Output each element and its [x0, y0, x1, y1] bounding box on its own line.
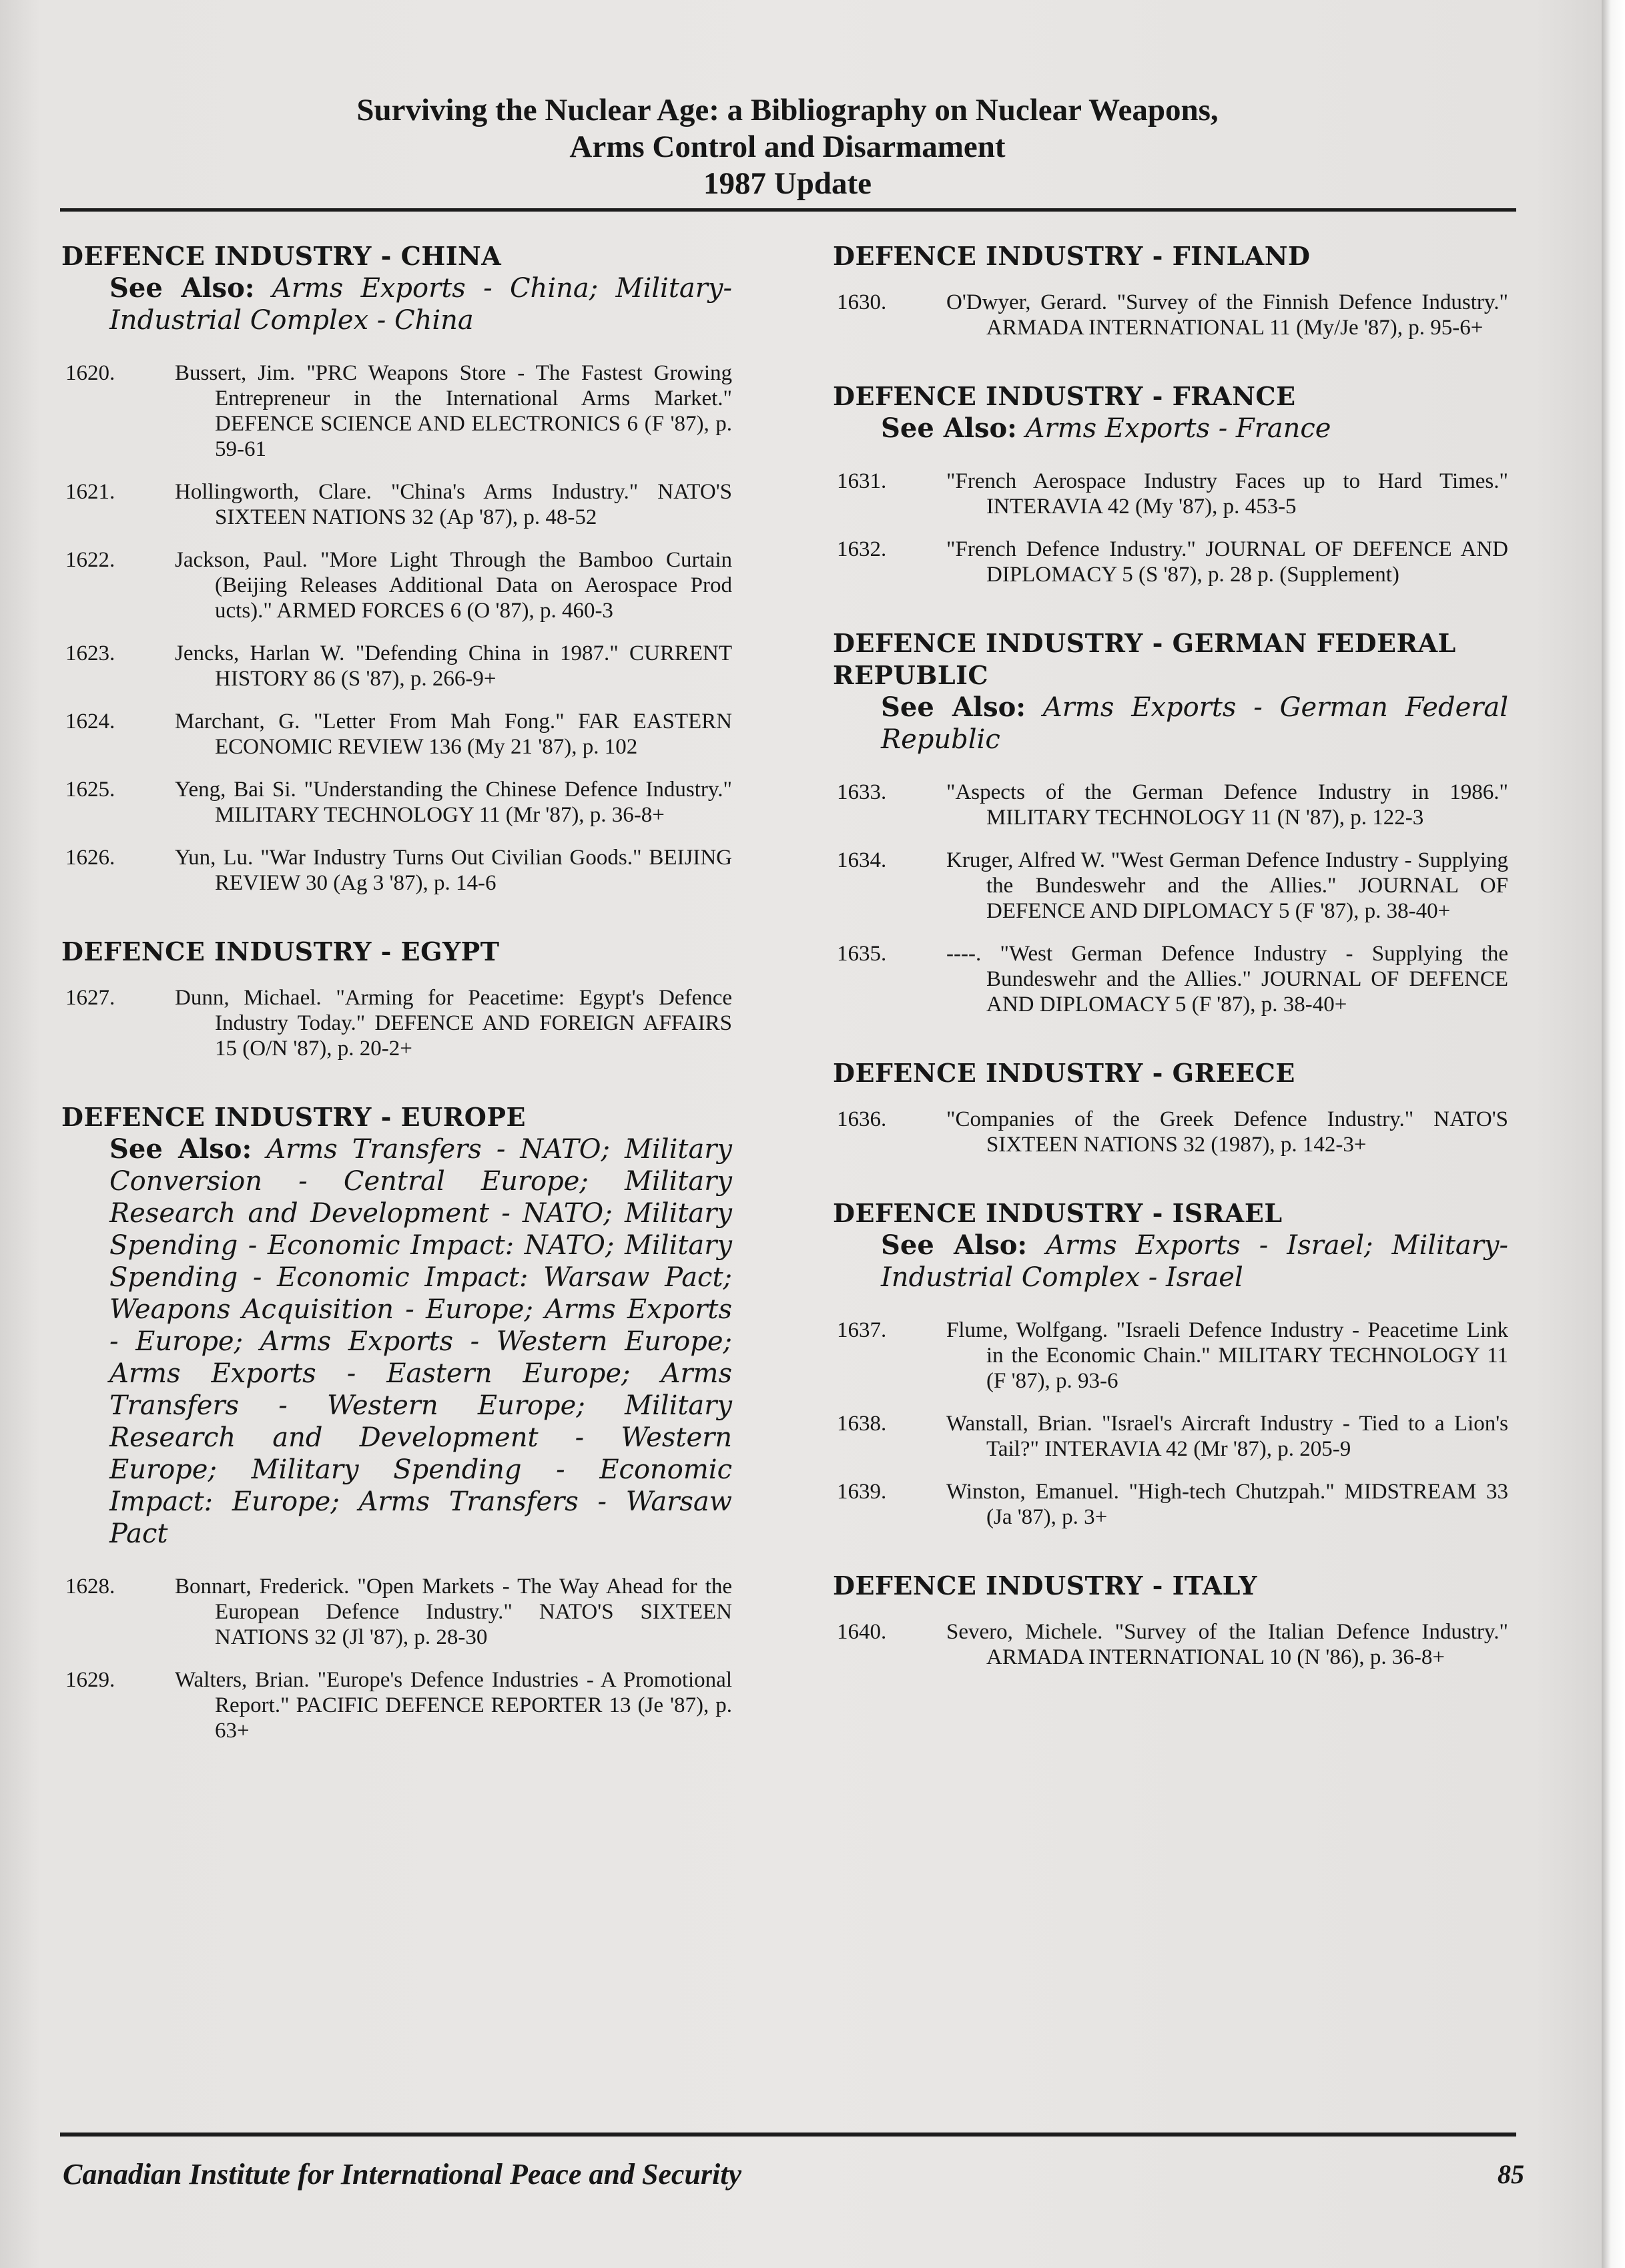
see-also-topics: Arms Transfers - NATO; Military Conversion - Central Europe; Military Research and Development - NATO; Military Spending - Economic Impact: NATO; Military Spending - Economic Impact: Warsaw Pact; Weapons Acquisition - Europe; Arms Exports - Europe; Arms Exports - Western Europe; Arms Exports - Eastern Europe; Arms Transfers - Western Europe; Military Research and Development - Western Europe; Military Spending - Economic Impact: Europe; Arms Transfers - Warsaw Pact: [109, 1134, 733, 1549]
entry-number: 1629.: [65, 1668, 115, 1692]
entry-citation: O'Dwyer, Gerard. "Survey of the Finnish Defence Industry." ARMADA INTERNATIONAL 11 (My/Je '87), p. 95-6+: [946, 290, 1508, 340]
section-title-egypt: DEFENCE INDUSTRY - EGYPT: [61, 936, 500, 966]
entry-number: 1623.: [65, 641, 115, 665]
entry-1632: [833, 537, 1508, 587]
entry-number: 1638.: [837, 1412, 887, 1436]
entry-1639: [833, 1479, 1508, 1530]
entry-1622: [61, 547, 732, 623]
entry-1630: [833, 290, 1508, 340]
section-title-europe: DEFENCE INDUSTRY - EUROPE: [61, 1102, 526, 1132]
entry-citation: Marchant, G. "Letter From Mah Fong." FAR EASTERN ECONOMIC REVIEW 136 (My 21 '87), p. 102: [175, 710, 732, 759]
see-also-topics: Arms Exports - Israel; Military-Industrial Complex - Israel: [881, 1230, 1509, 1293]
header-line-3: 1987 Update: [703, 166, 872, 201]
entry-citation: "French Aerospace Industry Faces up to Hard Times." INTERAVIA 42 (My '87), p. 453-5: [946, 469, 1508, 519]
entry-1637: [833, 1318, 1508, 1394]
page-header: [60, 92, 1515, 202]
see-also-label: See Also:: [881, 412, 1017, 444]
entry-citation: Yeng, Bai Si. "Understanding the Chinese Defence Industry." MILITARY TECHNOLOGY 11 (Mr '87), p. 36-8+: [175, 778, 732, 827]
entry-number: 1622.: [65, 548, 115, 572]
entry-number: 1624.: [65, 710, 115, 734]
entry-citation: Dunn, Michael. "Arming for Peacetime: Egypt's Defence Industry Today." DEFENCE AND FOREIGN AFFAIRS 15 (O/N '87), p. 20-2+: [175, 986, 732, 1061]
entry-1631: [833, 469, 1508, 519]
entry-1626: [61, 845, 732, 896]
see-also-topics: Arms Exports - German Federal Republic: [881, 692, 1509, 755]
section-title-italy: DEFENCE INDUSTRY - ITALY: [833, 1571, 1257, 1601]
entry-citation: Jackson, Paul. "More Light Through the Bamboo Curtain (Beijing Releases Additional Data on Aerospace Prod ucts)." ARMED FORCES 6 (O '87), p. 460-3: [175, 548, 732, 623]
entry-citation: ----. "West German Defence Industry - Supplying the Bundeswehr and the Allies." JOURNAL OF DEFENCE AND DIPLOMACY 5 (F '87), p. 38-40+: [946, 942, 1508, 1017]
see-also-germany: [881, 691, 1508, 756]
right-column: [833, 240, 1508, 1670]
header-line-1: Surviving the Nuclear Age: a Bibliography on Nuclear Weapons,: [356, 93, 1219, 127]
entry-number: 1637.: [837, 1318, 887, 1342]
see-also-label: See Also:: [109, 1133, 252, 1165]
entry-citation: Flume, Wolfgang. "Israeli Defence Industry - Peacetime Link in the Economic Chain." MILITARY TECHNOLOGY 11 (F '87), p. 93-6: [946, 1318, 1508, 1393]
section-title-finland: DEFENCE INDUSTRY - FINLAND: [833, 241, 1311, 271]
entry-citation: "Aspects of the German Defence Industry in 1986." MILITARY TECHNOLOGY 11 (N '87), p. 122-3: [946, 780, 1508, 830]
entry-number: 1626.: [65, 846, 115, 870]
header-line-2: Arms Control and Disarmament: [569, 129, 1006, 164]
see-also-label: See Also:: [881, 1229, 1028, 1261]
page-number: 85: [1498, 2159, 1524, 2189]
entry-number: 1640.: [837, 1620, 887, 1644]
entry-1624: [61, 709, 732, 760]
footer-rule: [60, 2133, 1516, 2137]
left-column: [61, 240, 732, 1743]
entry-1628: [61, 1574, 732, 1650]
section-title-china: DEFENCE INDUSTRY - CHINA: [61, 241, 502, 271]
section-title-france: DEFENCE INDUSTRY - FRANCE: [833, 381, 1296, 411]
entry-1635: [833, 941, 1508, 1017]
entry-citation: Winston, Emanuel. "High-tech Chutzpah." MIDSTREAM 33 (Ja '87), p. 3+: [946, 1480, 1508, 1529]
entry-number: 1636.: [837, 1107, 887, 1131]
entry-number: 1621.: [65, 480, 115, 504]
entry-1636: [833, 1107, 1508, 1157]
entry-number: 1633.: [837, 780, 887, 804]
entry-1623: [61, 641, 732, 691]
see-also-label: See Also:: [881, 691, 1026, 723]
entry-citation: Kruger, Alfred W. "West German Defence Industry - Supplying the Bundeswehr and the Allies." JOURNAL OF DEFENCE AND DIPLOMACY 5 (F '87), p. 38-40+: [946, 848, 1508, 923]
entry-citation: "French Defence Industry." JOURNAL OF DEFENCE AND DIPLOMACY 5 (S '87), p. 28 p. (Supplement): [946, 537, 1508, 587]
section-title-israel: DEFENCE INDUSTRY - ISRAEL: [833, 1198, 1283, 1228]
entry-1629: [61, 1667, 732, 1743]
footer-institute: Canadian Institute for International Peace and Security: [63, 2158, 742, 2191]
entry-1625: [61, 777, 732, 828]
entry-1627: [61, 985, 732, 1061]
entry-number: 1627.: [65, 986, 115, 1010]
entry-number: 1620.: [65, 361, 115, 385]
entry-citation: Bussert, Jim. "PRC Weapons Store - The Fastest Growing Entrepreneur in the International Arms Market." DEFENCE SCIENCE AND ELECTRONICS 6 (F '87), p. 59-61: [175, 361, 732, 461]
entry-number: 1632.: [837, 537, 887, 561]
see-also-topics: Arms Exports - France: [1025, 413, 1331, 444]
entry-number: 1631.: [837, 469, 887, 493]
entry-number: 1628.: [65, 1575, 115, 1599]
entry-citation: Walters, Brian. "Europe's Defence Industries - A Promotional Report." PACIFIC DEFENCE REPORTER 13 (Je '87), p. 63+: [175, 1668, 732, 1743]
entry-number: 1639.: [837, 1480, 887, 1504]
entry-number: 1635.: [837, 942, 887, 966]
entry-citation: Jencks, Harlan W. "Defending China in 1987." CURRENT HISTORY 86 (S '87), p. 266-9+: [175, 641, 732, 691]
entry-citation: Wanstall, Brian. "Israel's Aircraft Industry - Tied to a Lion's Tail?" INTERAVIA 42 (Mr '87), p. 205-9: [946, 1412, 1508, 1461]
entry-citation: Severo, Michele. "Survey of the Italian Defence Industry." ARMADA INTERNATIONAL 10 (N '86), p. 36-8+: [946, 1620, 1508, 1669]
entry-citation: "Companies of the Greek Defence Industry." NATO'S SIXTEEN NATIONS 32 (1987), p. 142-3+: [946, 1107, 1508, 1157]
entry-number: 1625.: [65, 778, 115, 802]
page-edge: [1602, 0, 1625, 2268]
entry-citation: Hollingworth, Clare. "China's Arms Industry." NATO'S SIXTEEN NATIONS 32 (Ap '87), p. 48-52: [175, 480, 732, 529]
entry-1638: [833, 1411, 1508, 1462]
see-also-israel: [881, 1229, 1508, 1294]
see-also-label: See Also:: [109, 272, 255, 304]
section-title-greece: DEFENCE INDUSTRY - GREECE: [833, 1058, 1295, 1088]
see-also-france: [881, 412, 1508, 445]
header-rule: [60, 208, 1516, 212]
entry-1634: [833, 848, 1508, 924]
entry-number: 1630.: [837, 290, 887, 314]
entry-1621: [61, 479, 732, 530]
see-also-china: [109, 272, 732, 336]
entry-number: 1634.: [837, 848, 887, 872]
entry-citation: Bonnart, Frederick. "Open Markets - The Way Ahead for the European Defence Industry." NATO'S SIXTEEN NATIONS 32 (Jl '87), p. 28-30: [175, 1575, 732, 1649]
section-title-germany: DEFENCE INDUSTRY - GERMAN FEDERAL REPUBLIC: [833, 628, 1456, 690]
entry-1640: [833, 1619, 1508, 1670]
entry-1620: [61, 360, 732, 462]
see-also-topics: Arms Exports - China; Military-Industrial Complex - China: [109, 273, 733, 336]
entry-1633: [833, 780, 1508, 830]
see-also-europe: [109, 1133, 732, 1550]
entry-citation: Yun, Lu. "War Industry Turns Out Civilian Goods." BEIJING REVIEW 30 (Ag 3 '87), p. 14-6: [175, 846, 732, 895]
